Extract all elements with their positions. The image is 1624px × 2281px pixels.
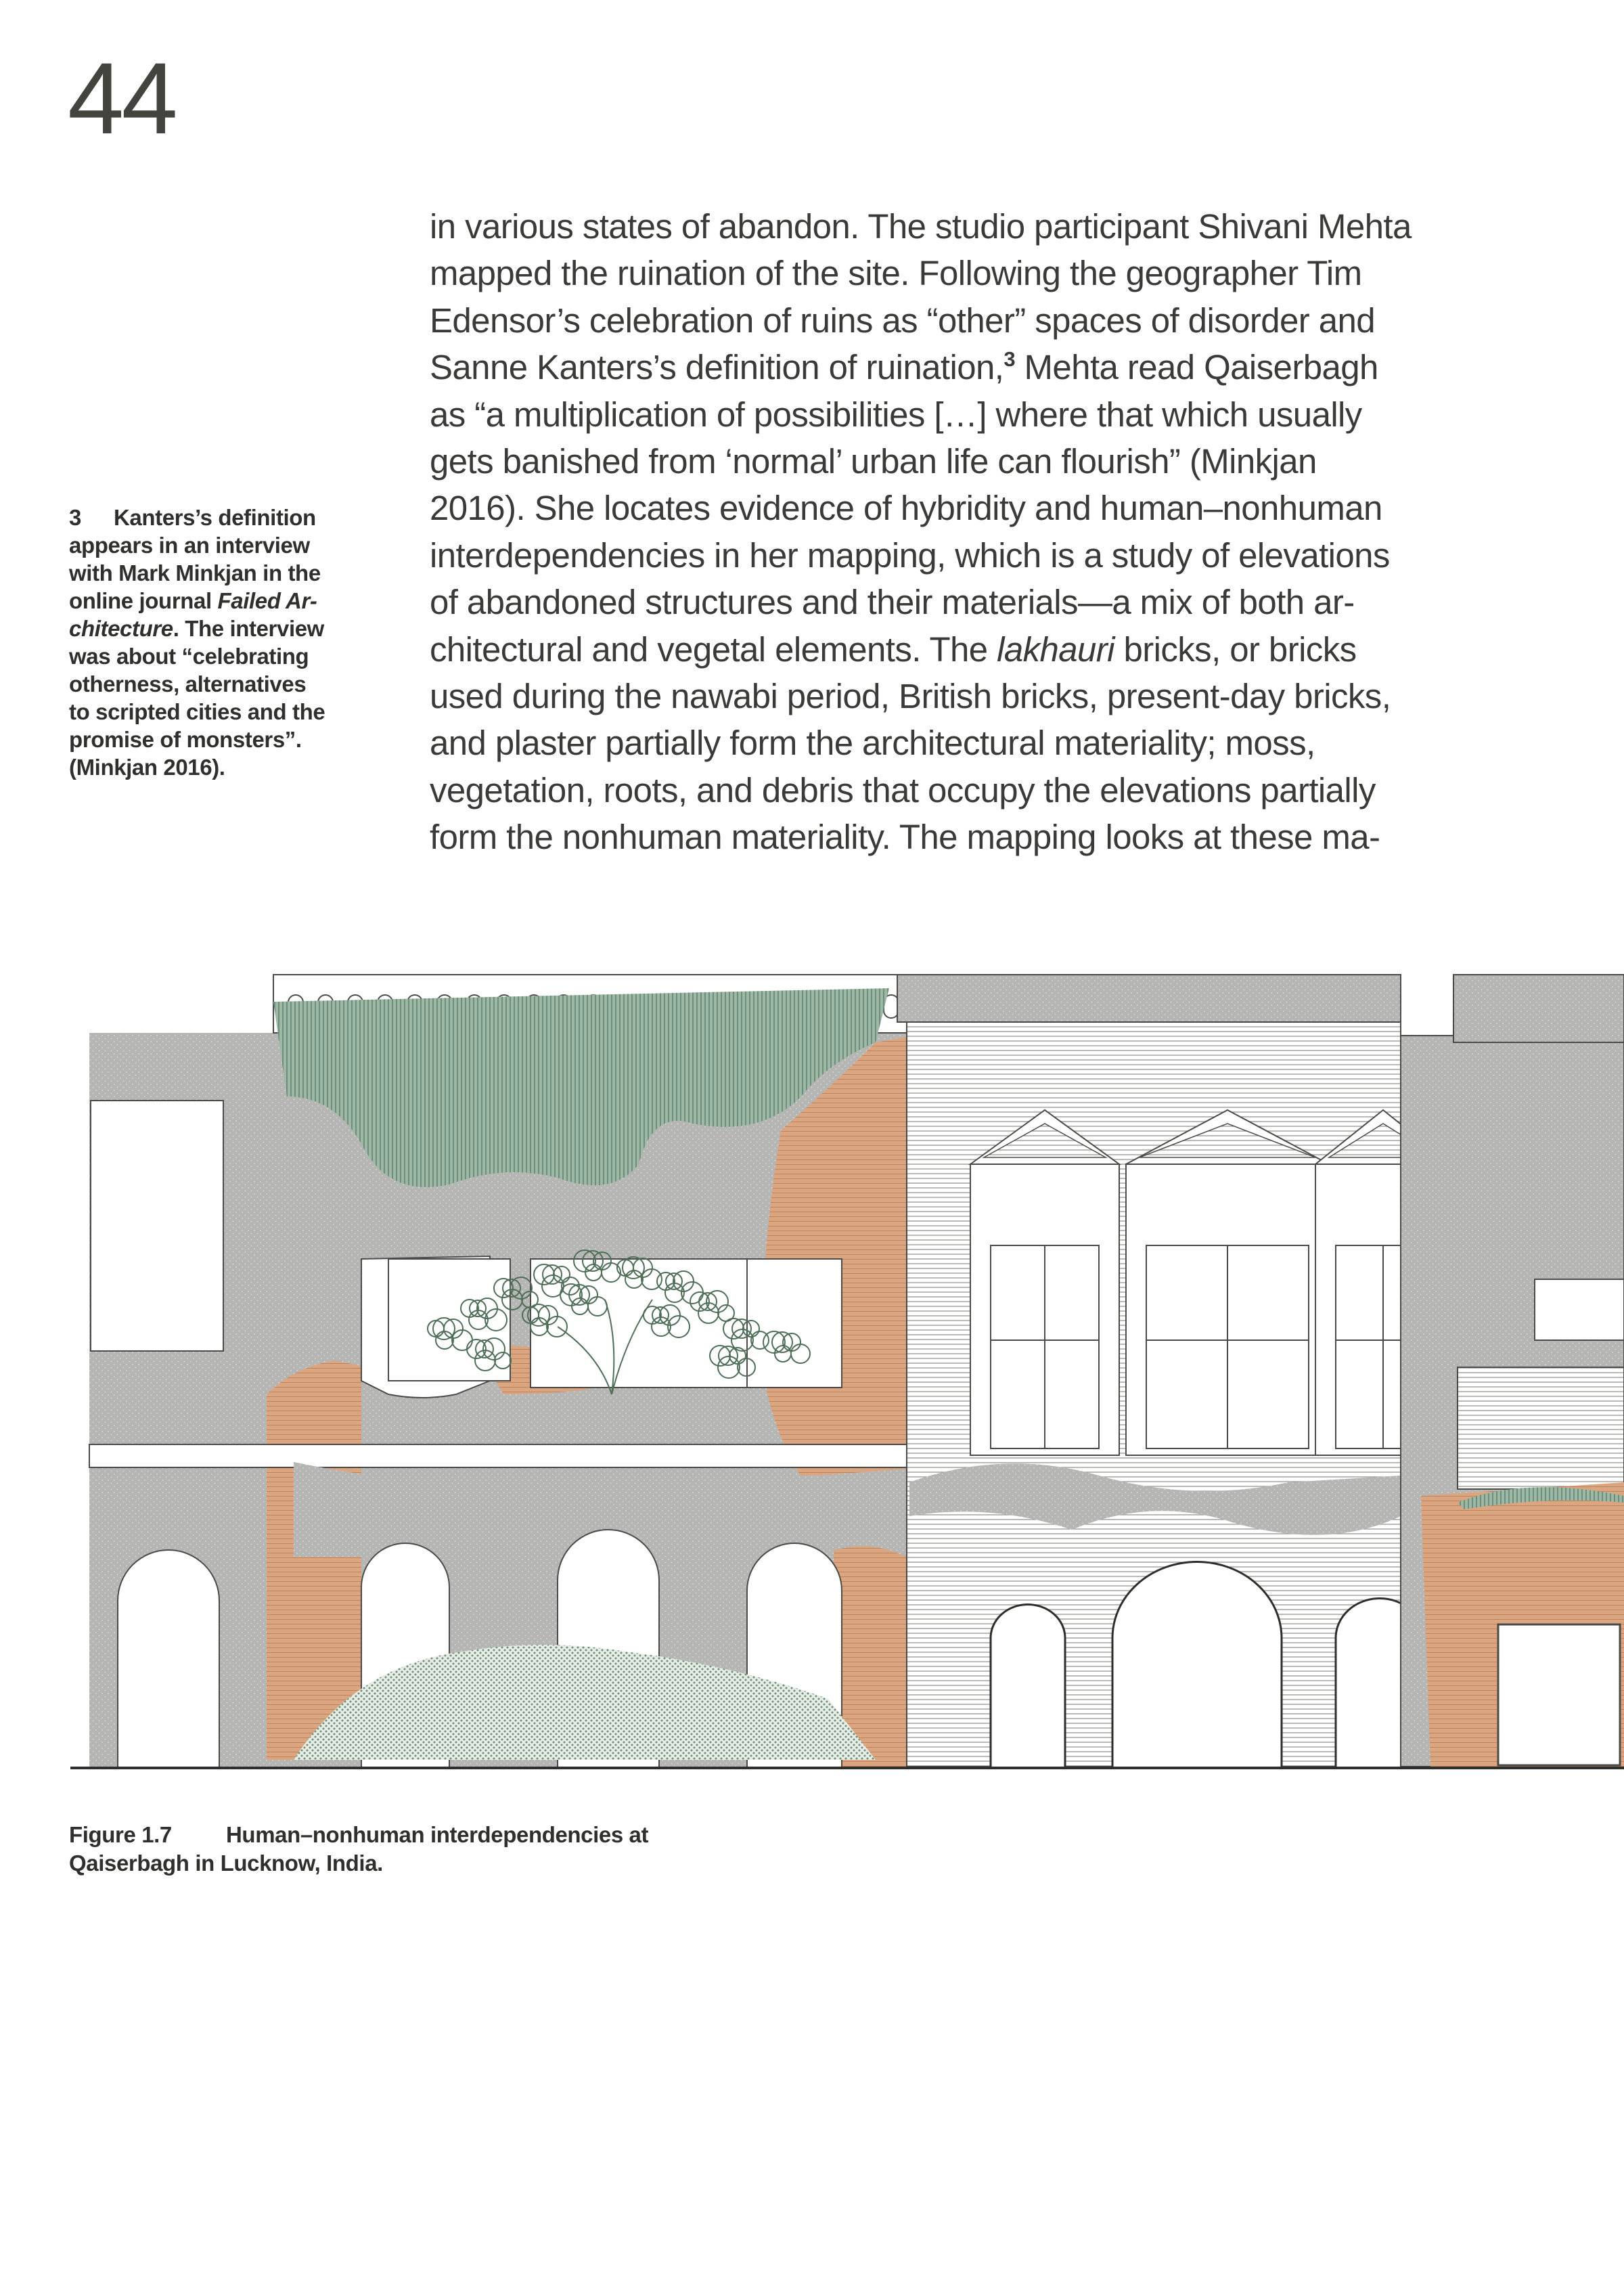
arch-opening [1112,1562,1282,1767]
body-line [430,203,1485,250]
elevation-figure [70,961,1624,1791]
body-text: as “a multiplication of possibilities […] where that which usually [430,395,1362,434]
caption-line-1 [69,1821,813,1849]
sidenote-text: appears in an interview [69,533,310,558]
page-number: 44 [68,41,175,155]
sidenote-text: with Mark Minkjan in the [69,560,321,585]
sidenote-line [69,587,387,615]
body-line [430,297,1485,344]
body-line [430,532,1485,579]
body-text: in various states of abandon. The studio participant Shivani Mehta [430,207,1412,246]
body-text: Mehta read Qaiserbagh [1014,348,1378,387]
body-line [430,485,1485,531]
sidenote-text: Kanters’s definition [114,505,316,530]
body-line [430,814,1485,860]
right-door [1498,1624,1620,1765]
body-text: mapped the ruination of the site. Following the geographer Tim [430,254,1362,293]
figure-caption [69,1821,813,1878]
body-text: form the nonhuman materiality. The mapping looks at these ma- [430,818,1380,857]
body-text: Sanne Kanters’s definition of ruination, [430,348,1004,387]
body-line [430,719,1485,766]
sidenote-line [69,615,387,642]
body-line [430,438,1485,485]
body-line [430,673,1485,719]
string-course [89,1444,928,1467]
sidenote-italic-term: chitecture [69,616,173,641]
body-text: gets banished from ‘normal’ urban life can flourish” (Minkjan [430,442,1317,481]
figure-label: Figure 1.7 [69,1822,172,1847]
body-line [430,767,1485,814]
left-window [91,1101,223,1351]
caption-text-1: Human–nonhuman interdependencies at [226,1822,649,1847]
sidenote-text: promise of monsters”. [69,727,302,752]
body-text: chitectural and vegetal elements. The [430,629,997,669]
sidenote-text: to scripted cities and the [69,699,325,724]
body-text: vegetation, roots, and debris that occupy the elevations partially [430,770,1376,810]
sidenote-line [69,531,387,559]
sidenote-text: (Minkjan 2016). [69,755,225,780]
body-text [430,203,1485,861]
body-text: of abandoned structures and their materials—a mix of both ar- [430,583,1355,622]
body-line [430,250,1485,296]
sidenote-line [69,642,387,670]
body-text: 2016). She locates evidence of hybridity and human–nonhuman [430,489,1382,528]
sidenote-italic-term: Failed Ar- [217,588,317,613]
body-italic-term: lakhauri [997,629,1114,669]
right-building-tower [1453,975,1624,1042]
upper-window-right [747,1259,842,1388]
body-text: used during the nawabi period, British bricks, present-day bricks, [430,677,1391,716]
arch-opening [991,1605,1065,1767]
body-line [430,626,1485,673]
body-text: interdependencies in her mapping, which is a study of elevations [430,535,1390,575]
body-line [430,579,1485,625]
sidenote-line [69,753,387,781]
sidenote [69,504,387,781]
right-window [1535,1279,1624,1340]
caption-line-2: Qaiserbagh in Lucknow, India. [69,1851,383,1876]
sidenote-line [69,698,387,726]
middle-building-bays [970,1110,1451,1455]
sidenote-line [69,670,387,698]
body-text: bricks, or bricks [1114,629,1357,669]
elevation-drawing [70,961,1624,1791]
sidenote-line [69,504,387,531]
sidenote-line [69,559,387,587]
body-text: and plaster partially form the architectural materiality; moss, [430,724,1315,763]
sidenote-number: 3 [69,505,81,530]
body-text: Edensor’s celebration of ruins as “other” spaces of disorder and [430,301,1375,340]
body-line [430,391,1485,438]
body-line [430,344,1485,391]
sidenote-text: online journal [69,588,218,613]
sidenote-text: . The interview [173,616,324,641]
right-hatched-panel [1458,1367,1624,1489]
sidenote-line [69,726,387,753]
body-footnote-ref: 3 [1003,347,1015,372]
sidenote-text: otherness, alternatives [69,671,307,696]
sidenote-text [69,504,387,781]
sidenote-text: was about “celebrating [69,644,309,669]
middle-building-top [897,975,1401,1022]
arch-opening [118,1550,219,1767]
